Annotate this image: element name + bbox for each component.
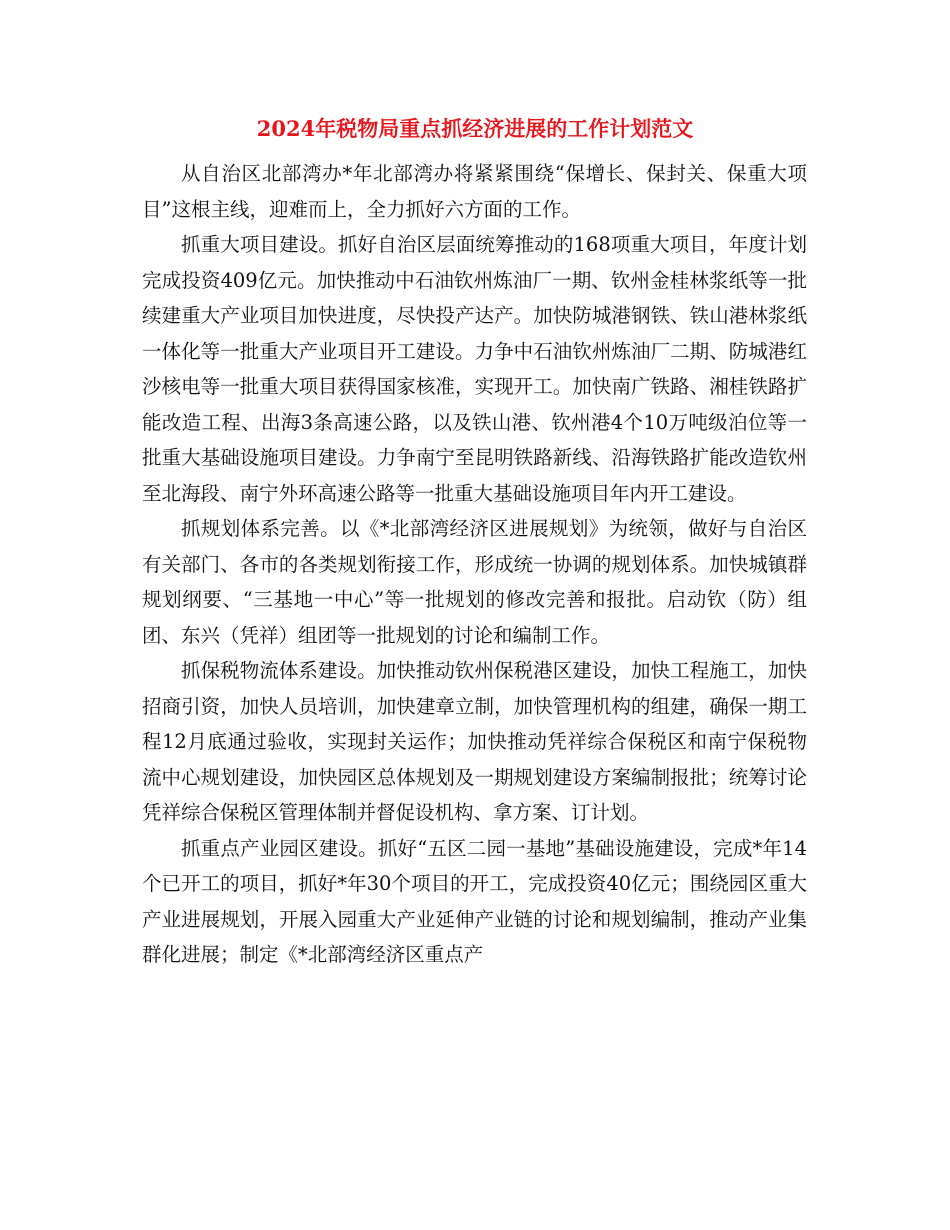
paragraph-industrial-parks: 抓重点产业园区建设。抓好“五区二园一基地”基础设施建设，完成*年14个已开工的项目，抓好*年30个项目的开工，完成投资40亿元；围绕园区重大产业进展规划，开展入园重大产业延伸产业链的讨论和规划编制，推动产业集群化进展；制定《*北部湾经济区重点产 — [142, 836, 807, 966]
document-title: 2024年税物局重点抓经济进展的工作计划范文 — [256, 116, 694, 141]
paragraph-planning-system: 抓规划体系完善。以《*北部湾经济区进展规划》为统领，做好与自治区有关部门、各市的各类规划衔接工作，形成统一协调的规划体系。加快城镇群规划纲要、“三基地一中心”等一批规划的修改完善和报批。启动钦（防）组团、东兴（凭祥）组团等一批规划的讨论和编制工作。 — [142, 517, 807, 647]
paragraph-intro: 从自治区北部湾办*年北部湾办将紧紧围绕“保增长、保封关、保重大项目”这根主线，迎难而上，全力抓好六方面的工作。 — [142, 162, 807, 221]
paragraph-major-projects: 抓重大项目建设。抓好自治区层面统筹推动的168项重大项目，年度计划完成投资409亿元。加快推动中石油钦州炼油厂一期、钦州金桂林浆纸等一批续建重大产业项目加快进度，尽快投产达产。加快防城港钢铁、铁山港林浆纸一体化等一批重大产业项目开工建设。力争中石油钦州炼油厂二期、防城港红沙核电等一批重大项目获得国家核准，实现开工。加快南广铁路、湘桂铁路扩能改造工程、出海3条高速公路，以及铁山港、钦州港4个10万吨级泊位等一批重大基础设施项目建设。力争南宁至昆明铁路新线、沿海铁路扩能改造钦州至北海段、南宁外环高速公路等一批重大基础设施项目年内开工建设。 — [142, 233, 807, 505]
paragraph-bonded-logistics: 抓保税物流体系建设。加快推动钦州保税港区建设，加快工程施工，加快招商引资，加快人员培训，加快建章立制，加快管理机构的组建，确保一期工程12月底通过验收，实现封关运作；加快推动凭祥综合保税区和南宁保税物流中心规划建设，加快园区总体规划及一期规划建设方案编制报批；统筹讨论凭祥综合保税区管理体制并督促设机构、拿方案、订计划。 — [142, 659, 807, 824]
document-body — [142, 156, 807, 973]
